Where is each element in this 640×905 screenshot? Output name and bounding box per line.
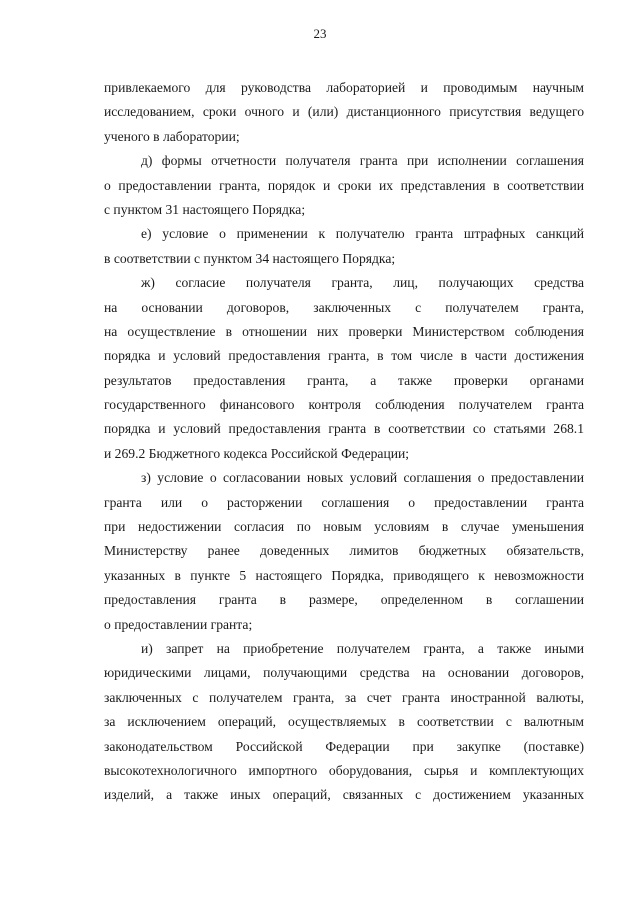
text-line: высокотехнологичного импортного оборудования, сырья и комплектующих [104, 762, 584, 778]
text-line: при недостижении согласия по новым условиям в случае уменьшения [104, 519, 584, 535]
text-line: за исключением операций, осуществляемых в соответствии с валютным [104, 714, 584, 730]
paragraph-item-e [104, 222, 584, 271]
text-line: изделий, а также иных операций, связанных с достижением указанных [104, 787, 584, 803]
text-line: на основании договоров, заключенных с получателем гранта, [104, 299, 584, 315]
paragraph-item-d [104, 149, 584, 222]
paragraph-item-zh [104, 271, 584, 466]
document-body [104, 76, 584, 808]
text-line: о предоставлении гранта, порядок и сроки их представления в соответствии [104, 177, 584, 193]
text-line: порядка и условий предоставления гранта в соответствии со статьями 268.1 [104, 421, 584, 437]
paragraph-item-z [104, 466, 584, 637]
text-line: предоставления гранта в размере, определенном в соглашении [104, 592, 584, 608]
text-line: законодательством Российской Федерации при закупке (поставке) [104, 738, 584, 754]
text-line: и 269.2 Бюджетного кодекса Российской Федерации; [104, 445, 410, 461]
text-line: государственного финансового контроля соблюдения получателем гранта [104, 397, 584, 413]
text-line: ученого в лаборатории; [104, 128, 240, 144]
text-line: на осуществление в отношении них проверки Министерством соблюдения [104, 323, 584, 339]
text-line: указанных в пункте 5 настоящего Порядка, приводящего к невозможности [104, 567, 584, 583]
text-line: о предоставлении гранта; [104, 616, 253, 632]
paragraph-continuation [104, 76, 584, 149]
text-line: исследованием, сроки очного и (или) дистанционного присутствия ведущего [104, 104, 584, 120]
text-line: ж) согласие получателя гранта, лиц, получающих средства [141, 275, 584, 291]
text-line: е) условие о применении к получателю гранта штрафных санкций [141, 226, 584, 242]
paragraph-item-i [104, 637, 584, 808]
text-line: Министерству ранее доведенных лимитов бюджетных обязательств, [104, 543, 584, 559]
text-line: и) запрет на приобретение получателем гранта, а также иными [141, 640, 584, 656]
text-line: в соответствии с пунктом 34 настоящего Порядка; [104, 250, 396, 266]
text-line: с пунктом 31 настоящего Порядка; [104, 201, 306, 217]
text-line: гранта или о расторжении соглашения о предоставлении гранта [104, 494, 584, 510]
page-number: 23 [313, 26, 327, 41]
text-line: привлекаемого для руководства лабораторией и проводимым научным [104, 80, 584, 95]
text-line: юридическими лицами, получающими средства на основании договоров, [104, 665, 584, 681]
text-line: з) условие о согласовании новых условий соглашения о предоставлении [141, 470, 584, 486]
text-line: д) формы отчетности получателя гранта при исполнении соглашения [141, 153, 584, 169]
text-line: порядка и условий предоставления гранта, в том числе в части достижения [104, 348, 584, 364]
text-line: результатов предоставления гранта, а также проверки органами [104, 372, 584, 388]
text-line: заключенных с получателем гранта, за счет гранта иностранной валюты, [104, 689, 584, 705]
